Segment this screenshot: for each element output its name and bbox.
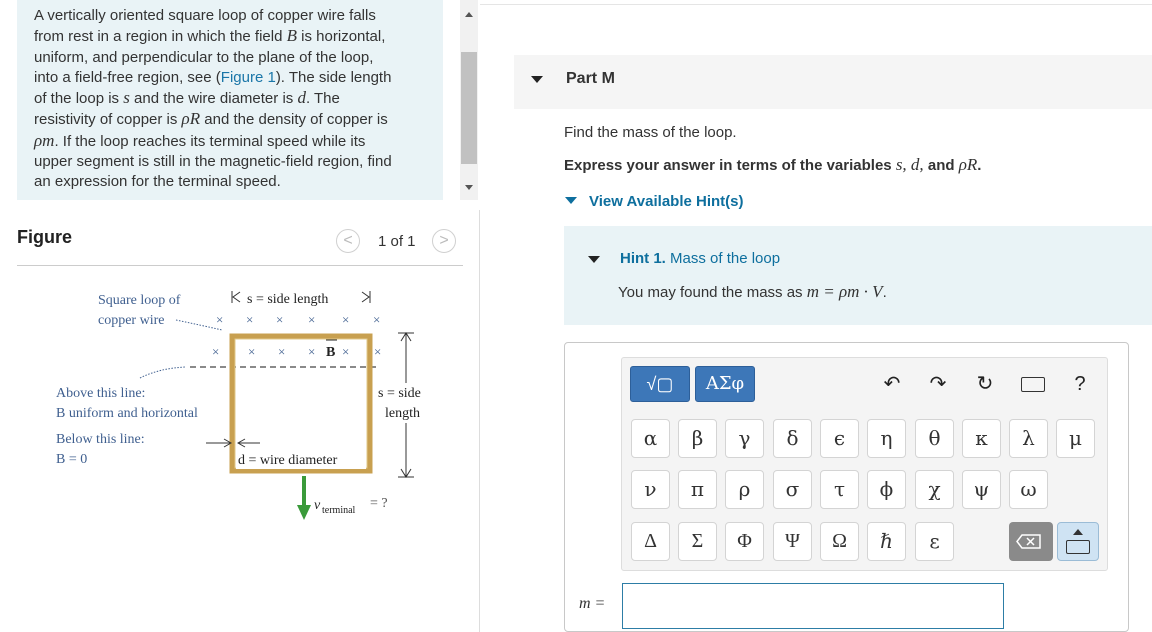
key-psi[interactable]: ψ bbox=[962, 470, 1001, 509]
key-capital-sigma[interactable]: Σ bbox=[678, 522, 717, 561]
keyboard-icon bbox=[1066, 540, 1090, 554]
answer-label: m = bbox=[579, 595, 606, 612]
toggle-keyboard-button[interactable] bbox=[1057, 522, 1099, 561]
cross-mark: × bbox=[308, 344, 316, 359]
next-figure-button[interactable]: > bbox=[432, 229, 456, 253]
cross-mark: × bbox=[373, 312, 381, 327]
cross-mark: × bbox=[342, 312, 350, 327]
scroll-down-icon[interactable] bbox=[465, 185, 473, 190]
label-copper-wire: copper wire bbox=[98, 313, 165, 328]
cross-mark: × bbox=[278, 344, 286, 359]
backspace-button[interactable] bbox=[1009, 522, 1053, 561]
label-v: v bbox=[314, 498, 321, 513]
key-capital-omega[interactable]: Ω bbox=[820, 522, 859, 561]
key-kappa[interactable]: κ bbox=[962, 419, 1001, 458]
key-capital-delta[interactable]: Δ bbox=[631, 522, 670, 561]
key-omega[interactable]: ω bbox=[1009, 470, 1048, 509]
top-divider bbox=[480, 4, 1152, 5]
collapse-icon[interactable] bbox=[531, 76, 543, 83]
label-b-zero: B = 0 bbox=[56, 452, 88, 467]
question-text: Find the mass of the loop. bbox=[564, 124, 737, 141]
key-sigma[interactable]: σ bbox=[773, 470, 812, 509]
part-title: Part M bbox=[566, 70, 615, 87]
scroll-up-icon[interactable] bbox=[465, 12, 473, 17]
keyboard-icon[interactable] bbox=[1021, 377, 1045, 392]
key-chi[interactable]: χ bbox=[915, 470, 954, 509]
arrow-down-icon bbox=[297, 505, 311, 520]
backspace-icon bbox=[1009, 522, 1053, 561]
key-delta[interactable]: δ bbox=[773, 419, 812, 458]
key-capital-psi[interactable]: Ψ bbox=[773, 522, 812, 561]
caret-up-icon bbox=[1073, 529, 1083, 535]
label-below: Below this line: bbox=[56, 432, 145, 447]
key-rho[interactable]: ρ bbox=[725, 470, 764, 509]
hint-title[interactable]: Hint 1. Mass of the loop bbox=[620, 250, 781, 267]
hint-text: You may found the mass as m = ρm · V. bbox=[618, 282, 887, 301]
reset-icon[interactable]: ↻ bbox=[976, 373, 994, 395]
label-field-b: B bbox=[326, 345, 336, 360]
hint-panel bbox=[564, 226, 1152, 325]
label-terminal: terminal bbox=[322, 505, 356, 516]
figure-link[interactable]: Figure 1 bbox=[220, 68, 276, 86]
cross-mark: × bbox=[308, 312, 316, 327]
template-icon: √▢ bbox=[646, 374, 674, 394]
pane-divider bbox=[479, 210, 480, 632]
key-eta[interactable]: η bbox=[867, 419, 906, 458]
label-b-uniform: B uniform and horizontal bbox=[56, 406, 198, 421]
label-equals-q: = ? bbox=[370, 496, 388, 511]
redo-icon[interactable]: ↷ bbox=[929, 373, 947, 395]
key-capital-phi[interactable]: Φ bbox=[725, 522, 764, 561]
arrow-left-icon bbox=[233, 292, 240, 302]
cross-mark: × bbox=[216, 312, 224, 327]
answer-input[interactable] bbox=[622, 583, 1004, 629]
label-above: Above this line: bbox=[56, 386, 146, 401]
problem-statement: A vertically oriented square loop of copper wire falls from rest in a region in which the field B is horizontal, uniform, and perpendicular to the plane of the loop, into a field-free region, see (Figure 1). The side length of the loop is s and the wire diameter is d. The resistivity of copper is ρR and the density of copper is ρm. If the loop reaches its terminal speed while its upper segment is still in the magnetic-field region, find an expression for the terminal speed. bbox=[34, 7, 392, 191]
leader-line bbox=[140, 367, 186, 378]
hint-formula: m = ρm · V bbox=[806, 282, 883, 301]
cross-mark: × bbox=[342, 344, 350, 359]
key-epsilon[interactable]: ϵ bbox=[820, 419, 859, 458]
greek-symbols-button[interactable]: ΑΣφ bbox=[695, 366, 755, 402]
figure-divider bbox=[17, 265, 463, 266]
arrow-right-icon bbox=[362, 292, 369, 302]
key-lambda[interactable]: λ bbox=[1009, 419, 1048, 458]
hint-collapse-icon[interactable] bbox=[588, 256, 600, 263]
key-mu[interactable]: μ bbox=[1056, 419, 1095, 458]
key-theta[interactable]: θ bbox=[915, 419, 954, 458]
help-button[interactable]: ? bbox=[1074, 373, 1086, 395]
cross-mark: × bbox=[212, 344, 220, 359]
key-hbar[interactable]: ℏ bbox=[867, 522, 906, 561]
figure-pager: 1 of 1 bbox=[378, 233, 416, 250]
key-tau[interactable]: τ bbox=[820, 470, 859, 509]
math-template-button[interactable] bbox=[630, 366, 690, 402]
view-hints-link[interactable]: View Available Hint(s) bbox=[589, 193, 744, 210]
label-s-side: s = side bbox=[378, 386, 421, 401]
loop-figure bbox=[40, 275, 450, 525]
label-square-loop: Square loop of bbox=[98, 293, 181, 308]
undo-icon[interactable]: ↶ bbox=[883, 373, 901, 395]
cross-mark: × bbox=[276, 312, 284, 327]
figure-title: Figure bbox=[17, 227, 73, 247]
key-alpha[interactable]: α bbox=[631, 419, 670, 458]
scroll-thumb[interactable] bbox=[461, 52, 477, 164]
label-length: length bbox=[385, 406, 420, 421]
answer-instruction: Express your answer in terms of the variables s, d, and ρR. bbox=[564, 155, 982, 174]
cross-mark: × bbox=[374, 344, 382, 359]
key-beta[interactable]: β bbox=[678, 419, 717, 458]
key-varepsilon[interactable]: ε bbox=[915, 522, 954, 561]
hints-toggle-icon[interactable] bbox=[565, 197, 577, 204]
prev-figure-button[interactable]: < bbox=[336, 229, 360, 253]
label-wire-diameter: d = wire diameter bbox=[238, 453, 338, 468]
key-gamma[interactable]: γ bbox=[725, 419, 764, 458]
key-phi[interactable]: ϕ bbox=[867, 470, 906, 509]
key-pi[interactable]: π bbox=[678, 470, 717, 509]
cross-mark: × bbox=[246, 312, 254, 327]
cross-mark: × bbox=[248, 344, 256, 359]
label-side-length: s = side length bbox=[247, 292, 329, 307]
field-b-symbol: B bbox=[286, 26, 298, 46]
key-nu[interactable]: ν bbox=[631, 470, 670, 509]
